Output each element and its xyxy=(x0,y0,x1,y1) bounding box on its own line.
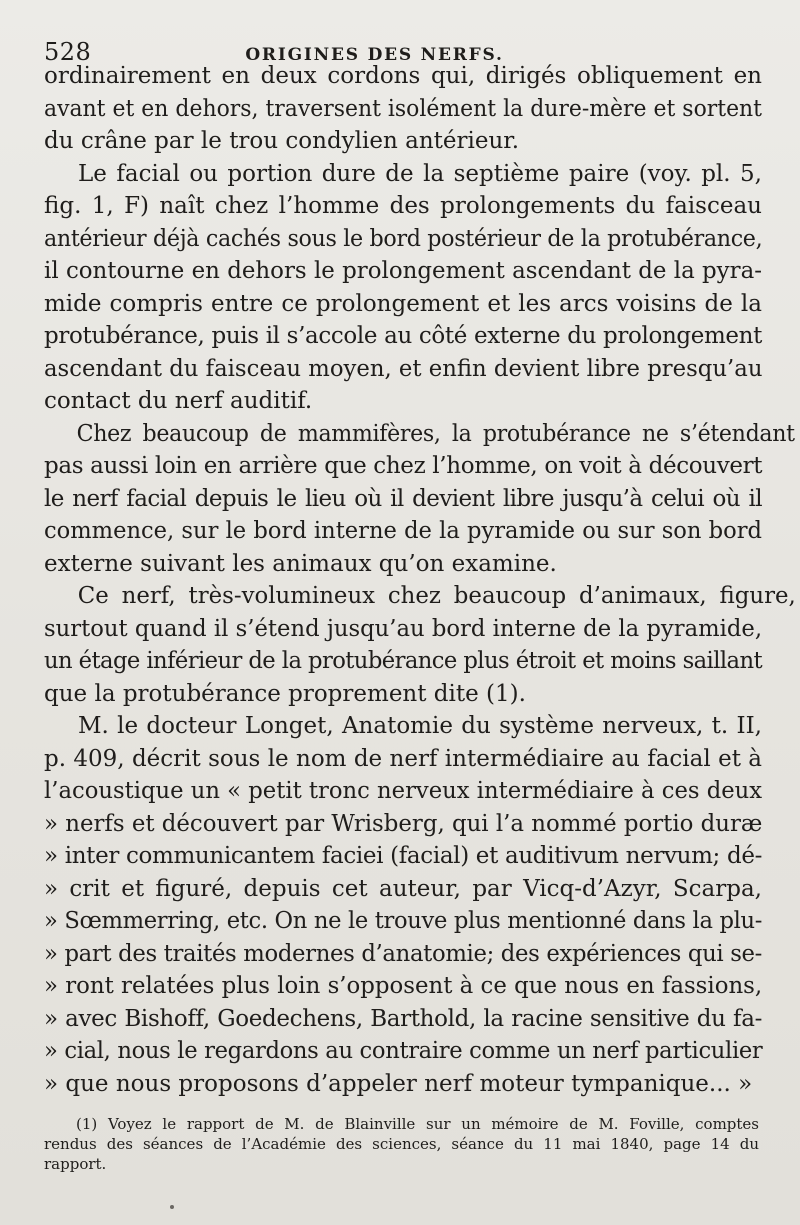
text-line: » ront relatées plus loin s’opposent à ce que nous en fassions, xyxy=(44,973,763,999)
text-line: ordinairement en deux cordons qui, dirigés obliquement en xyxy=(44,63,762,89)
text-line: pas aussi loin en arrière que chez l’homme, on voit à découvert xyxy=(44,453,763,479)
text-line: p. 409, décrit sous le nom de nerf intermédiaire au facial et à xyxy=(44,745,762,772)
footnote-line: rendus des séances de l’Académie des sciences, séance du 11 mai 1840, page 14 du xyxy=(44,1135,759,1153)
text-line: mide compris entre ce prolongement et les arcs voisins de la xyxy=(44,290,762,317)
page-number: 528 xyxy=(44,38,92,66)
text-line: » nerfs et découvert par Wrisberg, qui l’a nommé portio duræ xyxy=(44,810,763,837)
footnote xyxy=(44,1114,759,1174)
text-line: ascendant du faisceau moyen, et enfin devient libre presqu’au xyxy=(44,355,763,382)
text-line: fig. 1, F) naît chez l’homme des prolongements du faisceau xyxy=(44,193,762,219)
text-line: » que nous proposons d’appeler nerf moteur tympanique... » xyxy=(44,1070,753,1097)
text-line: » Sœmmerring, etc. On ne le trouve plus mentionné dans la plu- xyxy=(44,908,763,934)
text-line: » inter communicantem faciei (facial) et auditivum nervum; dé- xyxy=(44,843,762,869)
text-line: commence, sur le bord interne de la pyramide ou sur son bord xyxy=(44,518,762,544)
body-text xyxy=(44,60,796,1100)
text-line: protubérance, puis il s’accole au côté externe du prolongement xyxy=(44,323,762,349)
text-line: avant et en dehors, traversent isolément la dure-mère et sortent xyxy=(44,95,762,122)
text-line: » avec Bishoff, Goedechens, Barthold, la racine sensitive du fa- xyxy=(44,1005,762,1032)
text-line: que la protubérance proprement dite (1). xyxy=(44,680,526,707)
text-line: » crit et figuré, depuis cet auteur, par Vicq-d’Azyr, Scarpa, xyxy=(44,875,762,902)
text-line: un étage inférieur de la protubérance plus étroit et moins saillant xyxy=(44,648,763,674)
text-line: externe suivant les animaux qu’on examine. xyxy=(44,550,557,577)
text-line: Ce nerf, très-volumineux chez beaucoup d’animaux, figure, xyxy=(77,583,796,609)
text-line: antérieur déjà cachés sous le bord postérieur de la protubérance, xyxy=(44,225,763,252)
text-line: » part des traités modernes d’anatomie; des expériences qui se- xyxy=(44,940,763,967)
text-line: Chez beaucoup de mammifères, la protubérance ne s’étendant xyxy=(76,420,795,447)
text-line: du crâne par le trou condylien antérieur. xyxy=(44,128,520,154)
footnote-line: rapport. xyxy=(44,1155,107,1173)
text-line: le nerf facial depuis le lieu où il devient libre jusqu’à celui où il xyxy=(44,485,762,512)
footnote-line: (1) Voyez le rapport de M. de Blainville sur un mémoire de M. Foville, comptes xyxy=(76,1115,759,1133)
text-line: l’acoustique un « petit tronc nerveux intermédiaire à ces deux xyxy=(44,778,763,804)
paper-speck xyxy=(170,1205,174,1209)
text-line: M. le docteur Longet, Anatomie du système nerveux, t. II, xyxy=(78,713,762,739)
text-line: il contourne en dehors le prolongement ascendant de la pyra- xyxy=(44,258,762,284)
text-line: surtout quand il s’étend jusqu’au bord interne de la pyramide, xyxy=(44,615,763,642)
text-line: Le facial ou portion dure de la septième paire (voy. pl. 5, xyxy=(78,160,762,187)
text-line: » cial, nous le regardons au contraire comme un nerf particulier xyxy=(44,1038,763,1064)
running-title: ORIGINES DES NERFS. xyxy=(245,45,504,65)
text-line: contact du nerf auditif. xyxy=(44,388,313,414)
